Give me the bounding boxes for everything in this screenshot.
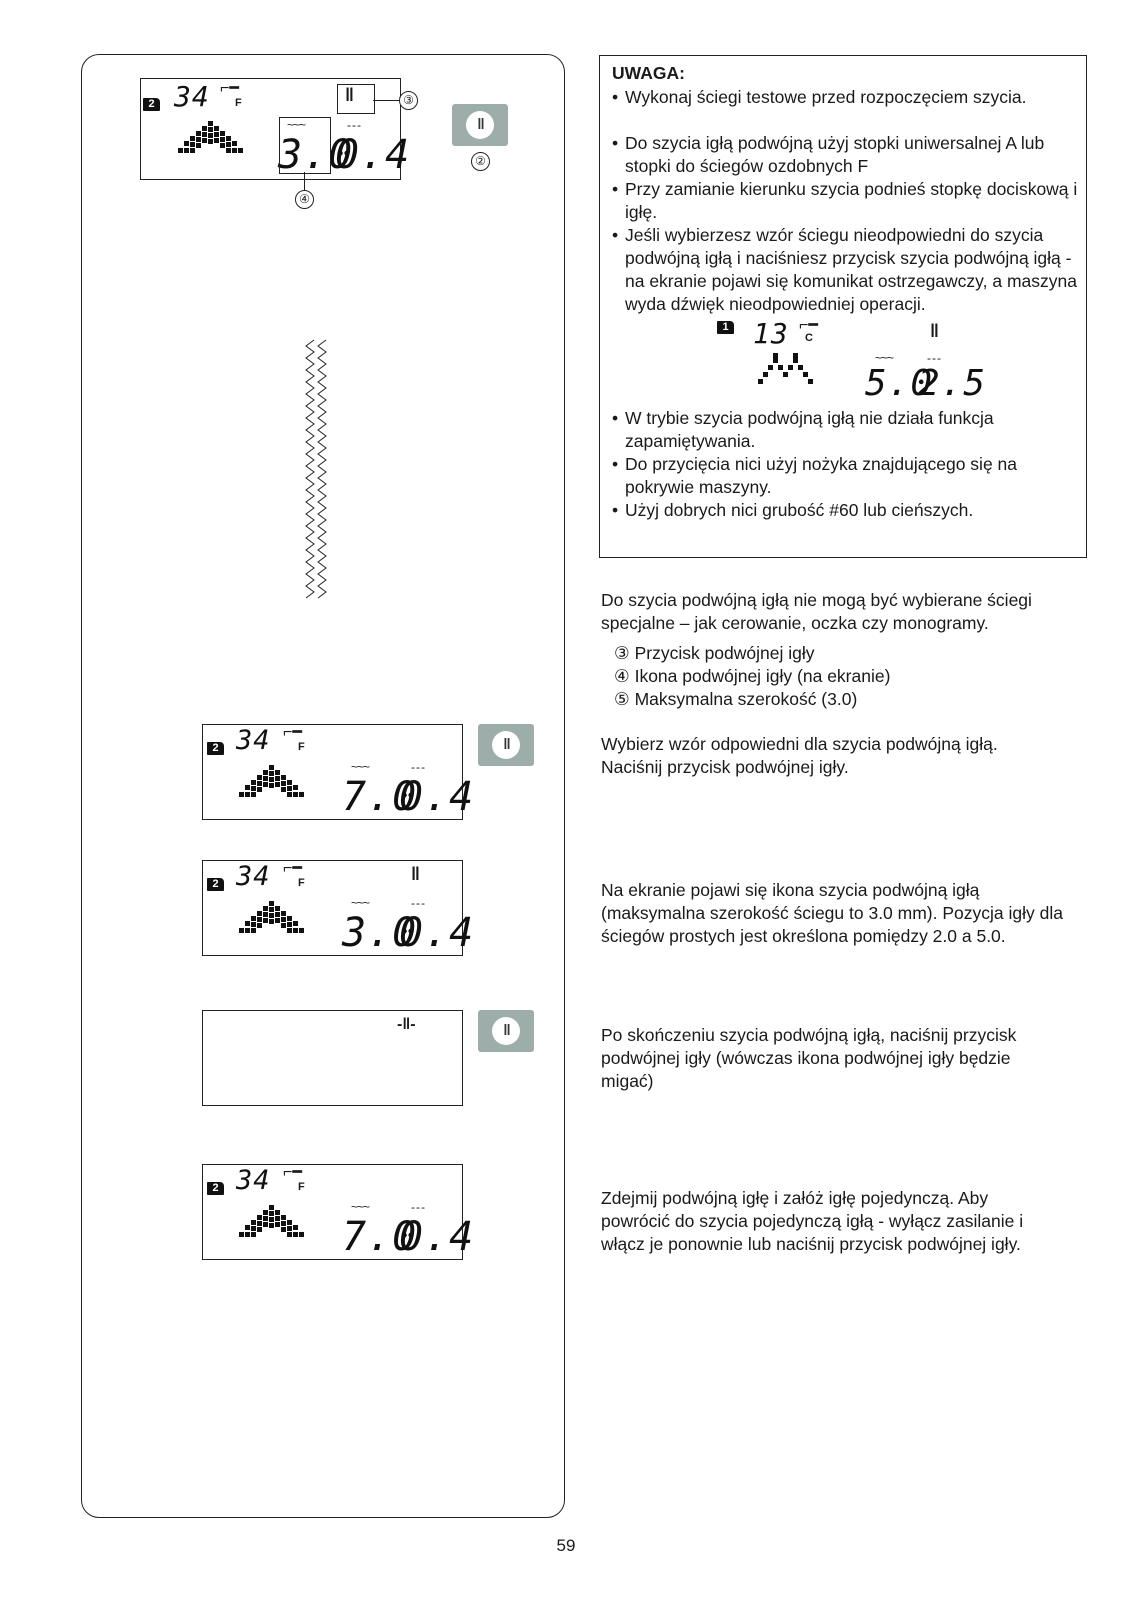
callout-2: ② — [471, 152, 490, 171]
twin-needle-button[interactable] — [452, 104, 508, 146]
lcd-display-step-4 — [202, 1164, 475, 1260]
intro-paragraph: Do szycia podwójną igłą nie mogą być wybierane ściegi specjalne – jak cerowanie, oczka czy monogramy. — [601, 590, 1032, 633]
width-wave-icon: ~~~ — [351, 760, 370, 774]
mode-indicator: 2 — [207, 1182, 224, 1195]
stitch-length-value: 0.4 — [399, 1214, 475, 1260]
presser-foot-icon: ⌐━ — [799, 317, 818, 334]
foot-letter: F — [298, 877, 305, 889]
foot-letter: F — [235, 97, 242, 109]
twin-needle-button-icon: ǁ — [466, 111, 494, 139]
note-bullet: • Do szycia igłą podwójną użyj stopki uniwersalnej A lub stopki do ściegów ozdobnych F — [612, 132, 1082, 178]
stitch-pattern-graphic — [178, 121, 244, 155]
callout-line-3 — [373, 100, 401, 101]
stitch-width-value: 7.0 — [342, 1214, 418, 1260]
mode-indicator: 2 — [207, 878, 224, 891]
page-number: 59 — [556, 1536, 576, 1555]
stitch-pattern-graphic — [758, 353, 814, 385]
lcd-display-step-3 — [202, 1010, 463, 1106]
note-bullet-text: Przy zamianie kierunku szycia podnieś stopkę dociskową i igłę. — [625, 179, 1078, 222]
step-3-text: Po skończeniu szycia podwójną igłą, naciśnij przycisk podwójnej igły (wówczas ikona podwójnej igły będzie migać) — [601, 1025, 1017, 1091]
width-callout-box — [279, 117, 331, 174]
note-bullet: • Jeśli wybierzesz wzór ściegu nieodpowiedni do szycia podwójną igłą i naciśniesz przycisk szycia podwójną igłą - na ekranie pojawi się komunikat ostrzegawczy, a maszyna wyda dźwięk nieodpowiedniej operacji. — [612, 224, 1088, 316]
stitch-width-value: 3.0 — [278, 132, 354, 178]
warning-display-example — [715, 317, 987, 404]
legend-number: ④ — [614, 666, 630, 686]
length-dash-icon: --- — [411, 760, 426, 774]
legend-number: ⑤ — [614, 689, 630, 709]
mode-indicator: 1 — [717, 321, 734, 334]
mode-indicator: 2 — [207, 742, 224, 755]
length-dash-icon: --- — [347, 118, 362, 132]
step-2-text: Na ekranie pojawi się ikona szycia podwójną igłą (maksymalna szerokość ściegu to 3.0 mm). Pozycja igły dla ściegów prostych jest określona pomiędzy 2.0 a 5.0. — [601, 880, 1063, 946]
blinking-twin-needle-icon: -ǁ- — [397, 1016, 416, 1033]
legend-number: ③ — [614, 643, 630, 663]
step-4-text: Zdejmij podwójną igłę i załóż igłę pojedynczą. Aby powrócić do szycia pojedynczą igłą - wyłącz zasilanie i włącz je ponownie lub naciśnij przycisk podwójnej igły. — [601, 1188, 1024, 1254]
presser-foot-icon: ⌐━ — [283, 1164, 302, 1181]
stitch-pattern-graphic — [239, 765, 305, 799]
legend-text: Przycisk podwójnej igły — [634, 643, 815, 663]
length-dash-icon: --- — [411, 896, 426, 910]
note-bullet: • W trybie szycia podwójną igłą nie działa funkcja zapamiętywania. — [612, 407, 1082, 453]
width-wave-icon: ~~~ — [351, 896, 370, 910]
lcd-display-step-1 — [202, 724, 475, 820]
twin-icon-callout-box — [337, 84, 375, 114]
presser-foot-icon: ⌐━ — [283, 860, 302, 877]
pattern-number: 34 — [236, 861, 271, 892]
note-bullet-text: W trybie szycia podwójną igłą nie działa funkcja zapamiętywania. — [625, 408, 994, 451]
stitch-width-value: 3.0 — [342, 910, 418, 956]
twin-needle-button[interactable] — [478, 1010, 534, 1052]
mode-indicator: 2 — [143, 98, 160, 111]
lcd-display-step-2 — [202, 860, 475, 956]
stitch-length-value: 2.5 — [918, 363, 987, 404]
foot-letter: C — [805, 332, 813, 344]
twin-needle-button-icon: ǁ — [492, 1017, 520, 1045]
stitch-pattern-graphic — [239, 1205, 305, 1239]
length-dash-icon: --- — [411, 1200, 426, 1214]
twin-needle-icon: ǁ — [345, 85, 351, 105]
twin-needle-stitch-sample — [290, 338, 340, 606]
presser-foot-icon: ⌐━ — [220, 80, 239, 97]
stitch-width-value: 7.0 — [342, 774, 418, 820]
stitch-pattern-graphic — [239, 901, 305, 935]
presser-foot-icon: ⌐━ — [283, 724, 302, 741]
width-wave-icon: ~~~ — [287, 118, 306, 132]
callout-4: ④ — [295, 190, 314, 209]
note-bullet: • Wykonaj ściegi testowe przed rozpoczęciem szycia. — [612, 86, 1082, 109]
legend-item — [614, 642, 1074, 665]
pattern-number: 34 — [236, 725, 271, 756]
note-bullet-text: Do szycia igłą podwójną użyj stopki uniwersalnej A lub stopki do ściegów ozdobnych F — [625, 133, 1045, 176]
legend-item — [614, 688, 1074, 711]
legend-item — [614, 665, 1074, 688]
pattern-number: 34 — [174, 80, 210, 113]
note-bullet-text: Do przycięcia nici użyj nożyka znajdującego się na pokrywie maszyny. — [625, 454, 1018, 497]
callout-3: ③ — [399, 91, 418, 110]
callout-line-4 — [304, 172, 305, 190]
note-title: UWAGA: — [612, 63, 685, 83]
width-wave-icon: ~~~ — [351, 1200, 370, 1214]
twin-needle-button[interactable] — [478, 724, 534, 766]
twin-needle-icon: ǁ — [411, 864, 417, 884]
foot-letter: F — [298, 741, 305, 753]
note-bullet-text: Użyj dobrych nici grubość #60 lub cieńszych. — [625, 500, 974, 520]
pattern-number: 34 — [236, 1165, 271, 1196]
twin-needle-icon: ǁ — [930, 321, 936, 341]
foot-letter: F — [298, 1181, 305, 1193]
note-bullet: • Przy zamianie kierunku szycia podnieś stopkę dociskową i igłę. — [612, 178, 1082, 224]
stitch-length-value: 0.4 — [335, 132, 411, 178]
note-bullet: • Do przycięcia nici użyj nożyka znajdującego się na pokrywie maszyny. — [612, 453, 1082, 499]
length-dash-icon: --- — [927, 351, 942, 365]
step-1-text: Wybierz wzór odpowiedni dla szycia podwójną igłą. Naciśnij przycisk podwójnej igły. — [601, 734, 998, 777]
twin-needle-button-icon: ǁ — [492, 731, 520, 759]
stitch-width-value: 5.0 — [865, 363, 934, 404]
legend-text: Ikona podwójnej igły (na ekranie) — [634, 666, 891, 686]
width-wave-icon: ~~~ — [875, 351, 894, 365]
stitch-length-value: 0.4 — [399, 774, 475, 820]
stitch-length-value: 0.4 — [399, 910, 475, 956]
note-bullet-text: Jeśli wybierzesz wzór ściegu nieodpowiedni do szycia podwójną igłą i naciśniesz przycisk szycia podwójną igłą - na ekranie pojawi się komunikat ostrzegawczy, a maszyna wyda dźwięk nieodpowiedniej operacji. — [625, 225, 1077, 314]
note-bullet: • Użyj dobrych nici grubość #60 lub cieńszych. — [612, 499, 1082, 522]
warning-note-box — [599, 55, 1087, 558]
pattern-number: 13 — [753, 317, 789, 350]
note-bullet-text: Wykonaj ściegi testowe przed rozpoczęciem szycia. — [625, 87, 1027, 107]
legend-text: Maksymalna szerokość (3.0) — [634, 689, 858, 709]
